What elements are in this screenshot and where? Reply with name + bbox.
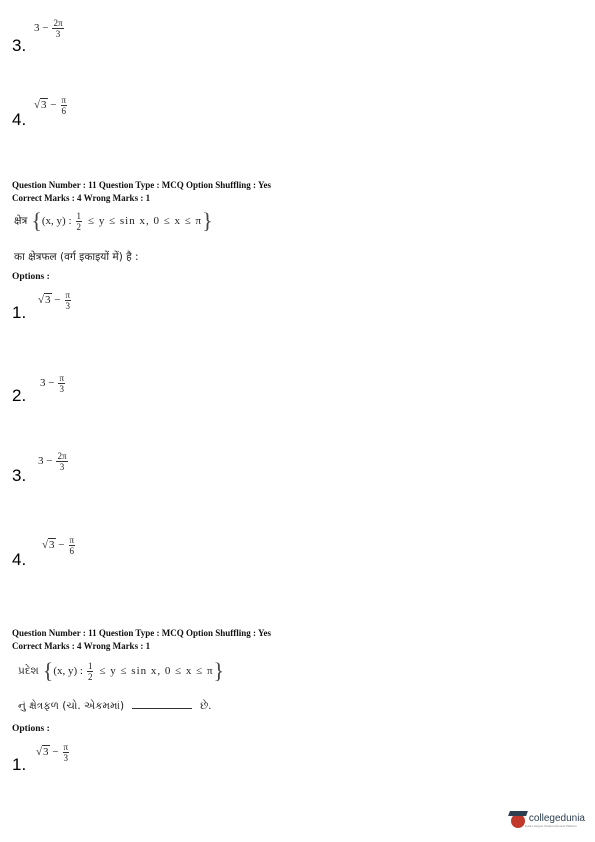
q2-line2-text: નું ક્ષેત્રફળ (ચો. એકમમાં) [18,700,125,712]
sqrt-expression: √3 [42,539,55,552]
answer-blank [132,708,192,709]
sqrt-expression: √3 [34,99,47,112]
q1-prefix: क्षेत्र [14,215,28,227]
option-fraction [61,95,68,116]
fraction-numerator: π [61,95,67,105]
fraction-denominator: 3 [59,384,64,394]
logo-wordmark [525,813,585,828]
fraction-denominator: 2 [76,221,82,232]
q2-meta-line-1: Question Number : 11 Question Type : MCQ Option Shuffling : Yes [12,628,271,638]
q2-question-line-2 [18,700,212,713]
option-fraction [56,451,67,472]
half-fraction [87,661,94,682]
option-fraction [52,18,63,39]
option-lead: 3 − [40,377,55,390]
option-fraction [58,373,65,394]
q1-option-1-expr: √3 − $\frac{\pi}{3}$ [38,290,71,311]
set-left: (x, y) : [41,215,72,227]
option-lead: 3 − [38,455,53,468]
q2-set-expression [18,660,224,682]
fraction-denominator: 3 [65,301,71,311]
top-option-3-expr [34,18,64,39]
fraction-denominator: 2 [87,671,93,682]
option-lead: 3 − [34,22,49,35]
q2-option-1-expr: √3 − $\frac{\pi}{3}$ [36,742,69,763]
q1-set-expression [14,210,213,232]
q1-options-label: Options : [12,272,50,282]
radicand: 3 [43,746,49,759]
collegedunia-logo [511,813,585,828]
q1-option-3-number: 3. [12,466,27,485]
fraction-numerator: π [69,535,75,545]
q2-option-1-number: 1. [12,755,27,774]
top-option-4-expr: √3 − $\frac{\pi}{6}$ [34,95,67,116]
option-fraction [65,290,72,311]
q1-option-1-number: 1. [12,303,27,322]
fraction-denominator: 3 [59,462,65,472]
fraction-numerator: π [63,742,69,752]
q2-prefix: પ્રદેશ [18,664,39,677]
left-brace: { [31,208,42,233]
q2-options-label: Options : [12,724,50,734]
fraction-denominator: 6 [69,546,75,556]
set-left: (x, y) : [53,665,83,677]
half-fraction [76,211,83,232]
radicand: 3 [41,99,47,112]
left-brace: { [42,658,54,683]
right-brace: } [213,658,225,683]
fraction-numerator: π [65,290,71,300]
q1-option-4-number: 4. [12,550,27,569]
q1-option-3-expr [38,451,68,472]
sqrt-expression: √3 [38,294,51,307]
fraction-numerator: 1 [76,210,82,221]
fraction-numerator: π [59,373,65,383]
fraction-numerator: 2π [57,451,67,461]
top-option-4-number: 4. [12,110,27,129]
q2-meta-line-2: Correct Marks : 4 Wrong Marks : 1 [12,641,151,651]
fraction-denominator: 6 [61,106,67,116]
fraction-denominator: 3 [63,753,69,763]
option-fraction [63,742,70,763]
q1-option-2-number: 2. [12,386,27,405]
radicand: 3 [49,539,55,552]
sqrt-expression: √3 [36,746,49,759]
logo-subtext: India's largest Student Review Platform [524,824,578,828]
option-fraction [69,535,76,556]
set-right: ≤ y ≤ sin x, 0 ≤ x ≤ π [99,665,214,677]
logo-text: collegedunia [528,813,585,824]
q1-question-line-2: का क्षेत्रफल (वर्ग इकाइयों में) है : [14,251,139,263]
fraction-denominator: 3 [55,29,61,39]
q1-option-4-expr: √3 − $\frac{\pi}{6}$ [42,535,75,556]
fraction-numerator: 2π [53,18,63,28]
set-right: ≤ y ≤ sin x, 0 ≤ x ≤ π [88,215,203,227]
right-brace: } [202,208,213,233]
q1-option-2-expr [40,373,65,394]
fraction-numerator: 1 [87,660,93,671]
top-option-3-number: 3. [12,36,27,55]
q2-line2-end: છે. [200,700,212,712]
radicand: 3 [45,294,51,307]
q1-meta-line-1: Question Number : 11 Question Type : MCQ Option Shuffling : Yes [12,180,271,190]
q1-meta-line-2: Correct Marks : 4 Wrong Marks : 1 [12,193,151,203]
graduation-cap-icon [511,814,525,828]
